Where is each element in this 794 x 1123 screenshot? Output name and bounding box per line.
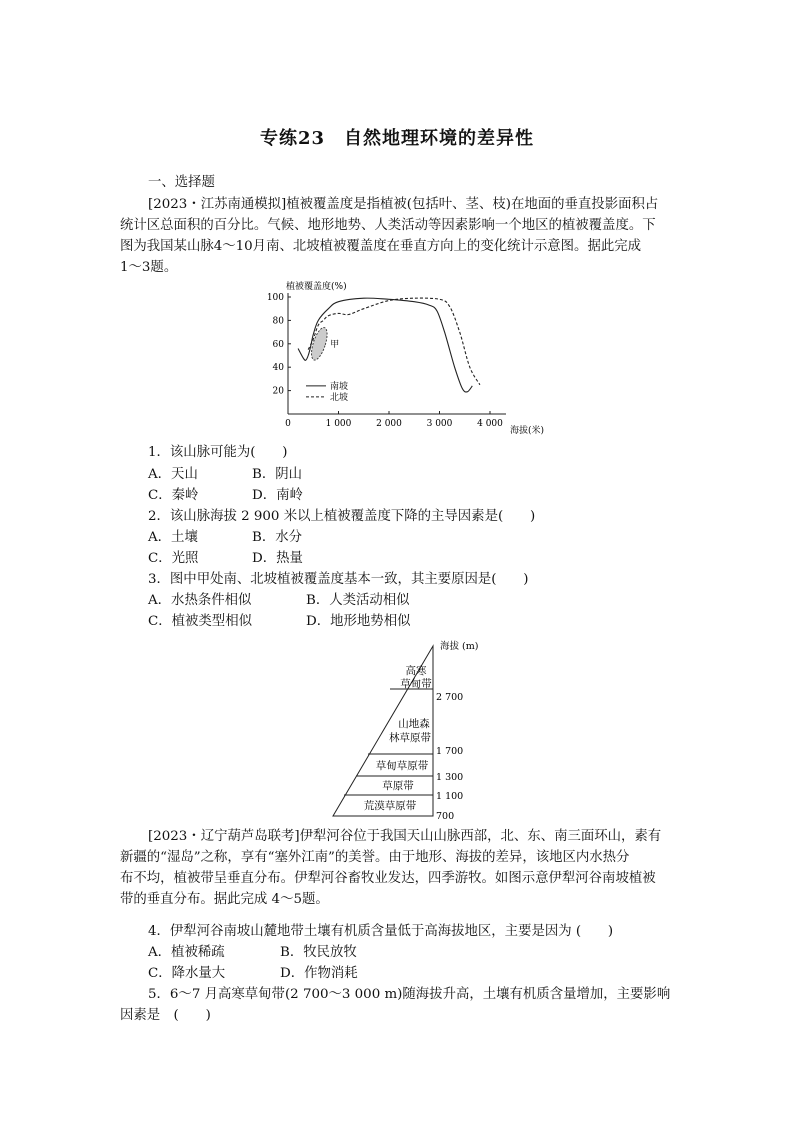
intro2-line-2: 新疆的“湿岛”之称，享有“塞外江南”的美誉。由于地形、海拔的差异，该地区内水热分	[120, 850, 630, 865]
chart-legend-label: 南坡	[330, 381, 349, 392]
chart-y-tick-label: 40	[272, 363, 284, 374]
q1-stem: 1．该山脉可能为( )	[148, 445, 288, 460]
diagram-axis-label: 海拔 (m)	[440, 641, 479, 652]
chart-xlabel: 海拔(米)	[510, 426, 545, 436]
page-title: 专练23 自然地理环境的差异性	[259, 128, 535, 149]
q2-option-d[interactable]: D．热量	[252, 551, 303, 566]
chart-y-tick-label: 100	[266, 293, 284, 303]
q3-option-a[interactable]: A．水热条件相似	[148, 593, 252, 608]
intro1-line-2: 统计区总面积的百分比。气候、地形地势、人类活动等因素影响一个地区的植被覆盖度。下	[120, 218, 656, 233]
elevation-label-2700: 2 700	[436, 692, 464, 703]
q2-option-a[interactable]: A．土壤	[148, 530, 198, 545]
intro1-line-3: 图为我国某山脉4～10月南、北坡植被覆盖度在垂直方向上的变化统计示意图。据此完成	[120, 239, 642, 254]
q1-option-a[interactable]: A．天山	[148, 467, 198, 482]
chart-annotation-label: 甲	[330, 339, 340, 350]
chart-legend-label: 北坡	[330, 392, 349, 403]
belt-label-steppe: 草原带	[382, 780, 414, 792]
q4-option-d[interactable]: D．作物消耗	[280, 966, 358, 981]
elevation-label-700: 700	[436, 811, 455, 822]
intro2-line-4: 带的垂直分布。据此完成 4～5题。	[120, 892, 329, 907]
q3-option-c[interactable]: C．植被类型相似	[148, 614, 252, 629]
q2-stem: 2．该山脉海拔 2 900 米以上植被覆盖度下降的主导因素是( )	[148, 509, 536, 524]
q4-stem: 4．伊犁河谷南坡山麓地带土壤有机质含量低于高海拔地区，主要是因为 ( )	[148, 924, 614, 939]
belt-label-meadow-steppe: 草甸草原带	[375, 760, 429, 772]
chart-x-tick-label: 0	[285, 419, 291, 429]
chart-y-tick-label: 60	[272, 339, 284, 350]
q5-stem-line-2: 因素是 ( )	[120, 1008, 211, 1023]
q2-option-b[interactable]: B．水分	[252, 530, 303, 545]
chart-ylabel: 植被覆盖度(%)	[286, 282, 347, 292]
q1-option-d[interactable]: D．南岭	[252, 488, 303, 503]
belt-label-forest-1: 山地森	[398, 718, 430, 730]
chart-y-tick-label: 20	[272, 386, 284, 397]
chart-x-tick-label: 4 000	[477, 419, 503, 429]
intro1-line-1: [2023・江苏南通模拟]植被覆盖度是指植被(包括叶、茎、枝)在地面的垂直投影面积占	[148, 197, 659, 212]
belt-label-alpine-2: 草甸带	[400, 678, 432, 690]
q4-option-b[interactable]: B．牧民放牧	[280, 945, 357, 960]
chart-y-tick-label: 80	[272, 316, 284, 327]
vegetation-coverage-chart	[260, 278, 560, 440]
chart-annotation	[308, 326, 339, 362]
q5-stem-line-1: 5．6～7 月高寒草甸带(2 700～3 000 m)随海拔升高，土壤有机质含量增加，主要影响	[148, 987, 671, 1002]
q4-option-a[interactable]: A．植被稀疏	[148, 945, 225, 960]
chart-x-tick-label: 3 000	[426, 419, 453, 429]
q2-option-c[interactable]: C．光照	[148, 551, 199, 566]
intro1-line-4: 1～3题。	[120, 260, 178, 275]
chart-x-tick-label: 1 000	[325, 419, 352, 429]
belt-label-desert-steppe: 荒漠草原带	[363, 800, 417, 812]
intro2-line-1: [2023・辽宁葫芦岛联考]伊犁河谷位于我国天山山脉西部，北、东、南三面环山，素有	[148, 829, 662, 844]
chart-ticks	[267, 293, 503, 429]
elevation-label-1700: 1 700	[436, 746, 464, 757]
intro2-line-3: 布不均，植被带呈垂直分布。伊犁河谷畜牧业发达，四季游牧。如图示意伊犁河谷南坡植被	[120, 871, 656, 886]
section-heading: 一、选择题	[148, 175, 215, 190]
q3-stem: 3．图中甲处南、北坡植被覆盖度基本一致，其主要原因是( )	[148, 572, 529, 587]
belt-label-alpine-1: 高寒	[405, 665, 427, 677]
q3-option-b[interactable]: B．人类活动相似	[306, 593, 410, 608]
chart-legend	[306, 380, 348, 403]
elevation-label-1100: 1 100	[436, 791, 464, 802]
q3-option-d[interactable]: D．地形地势相似	[306, 614, 411, 629]
q1-option-c[interactable]: C．秦岭	[148, 488, 199, 503]
q4-option-c[interactable]: C．降水量大	[148, 966, 226, 981]
chart-x-tick-label: 2 000	[376, 419, 402, 429]
belt-label-forest-2: 林草原带	[389, 732, 431, 744]
vegetation-belt-diagram	[320, 638, 500, 824]
q1-option-b[interactable]: B．阴山	[252, 467, 303, 482]
elevation-label-1300: 1 300	[436, 772, 464, 783]
